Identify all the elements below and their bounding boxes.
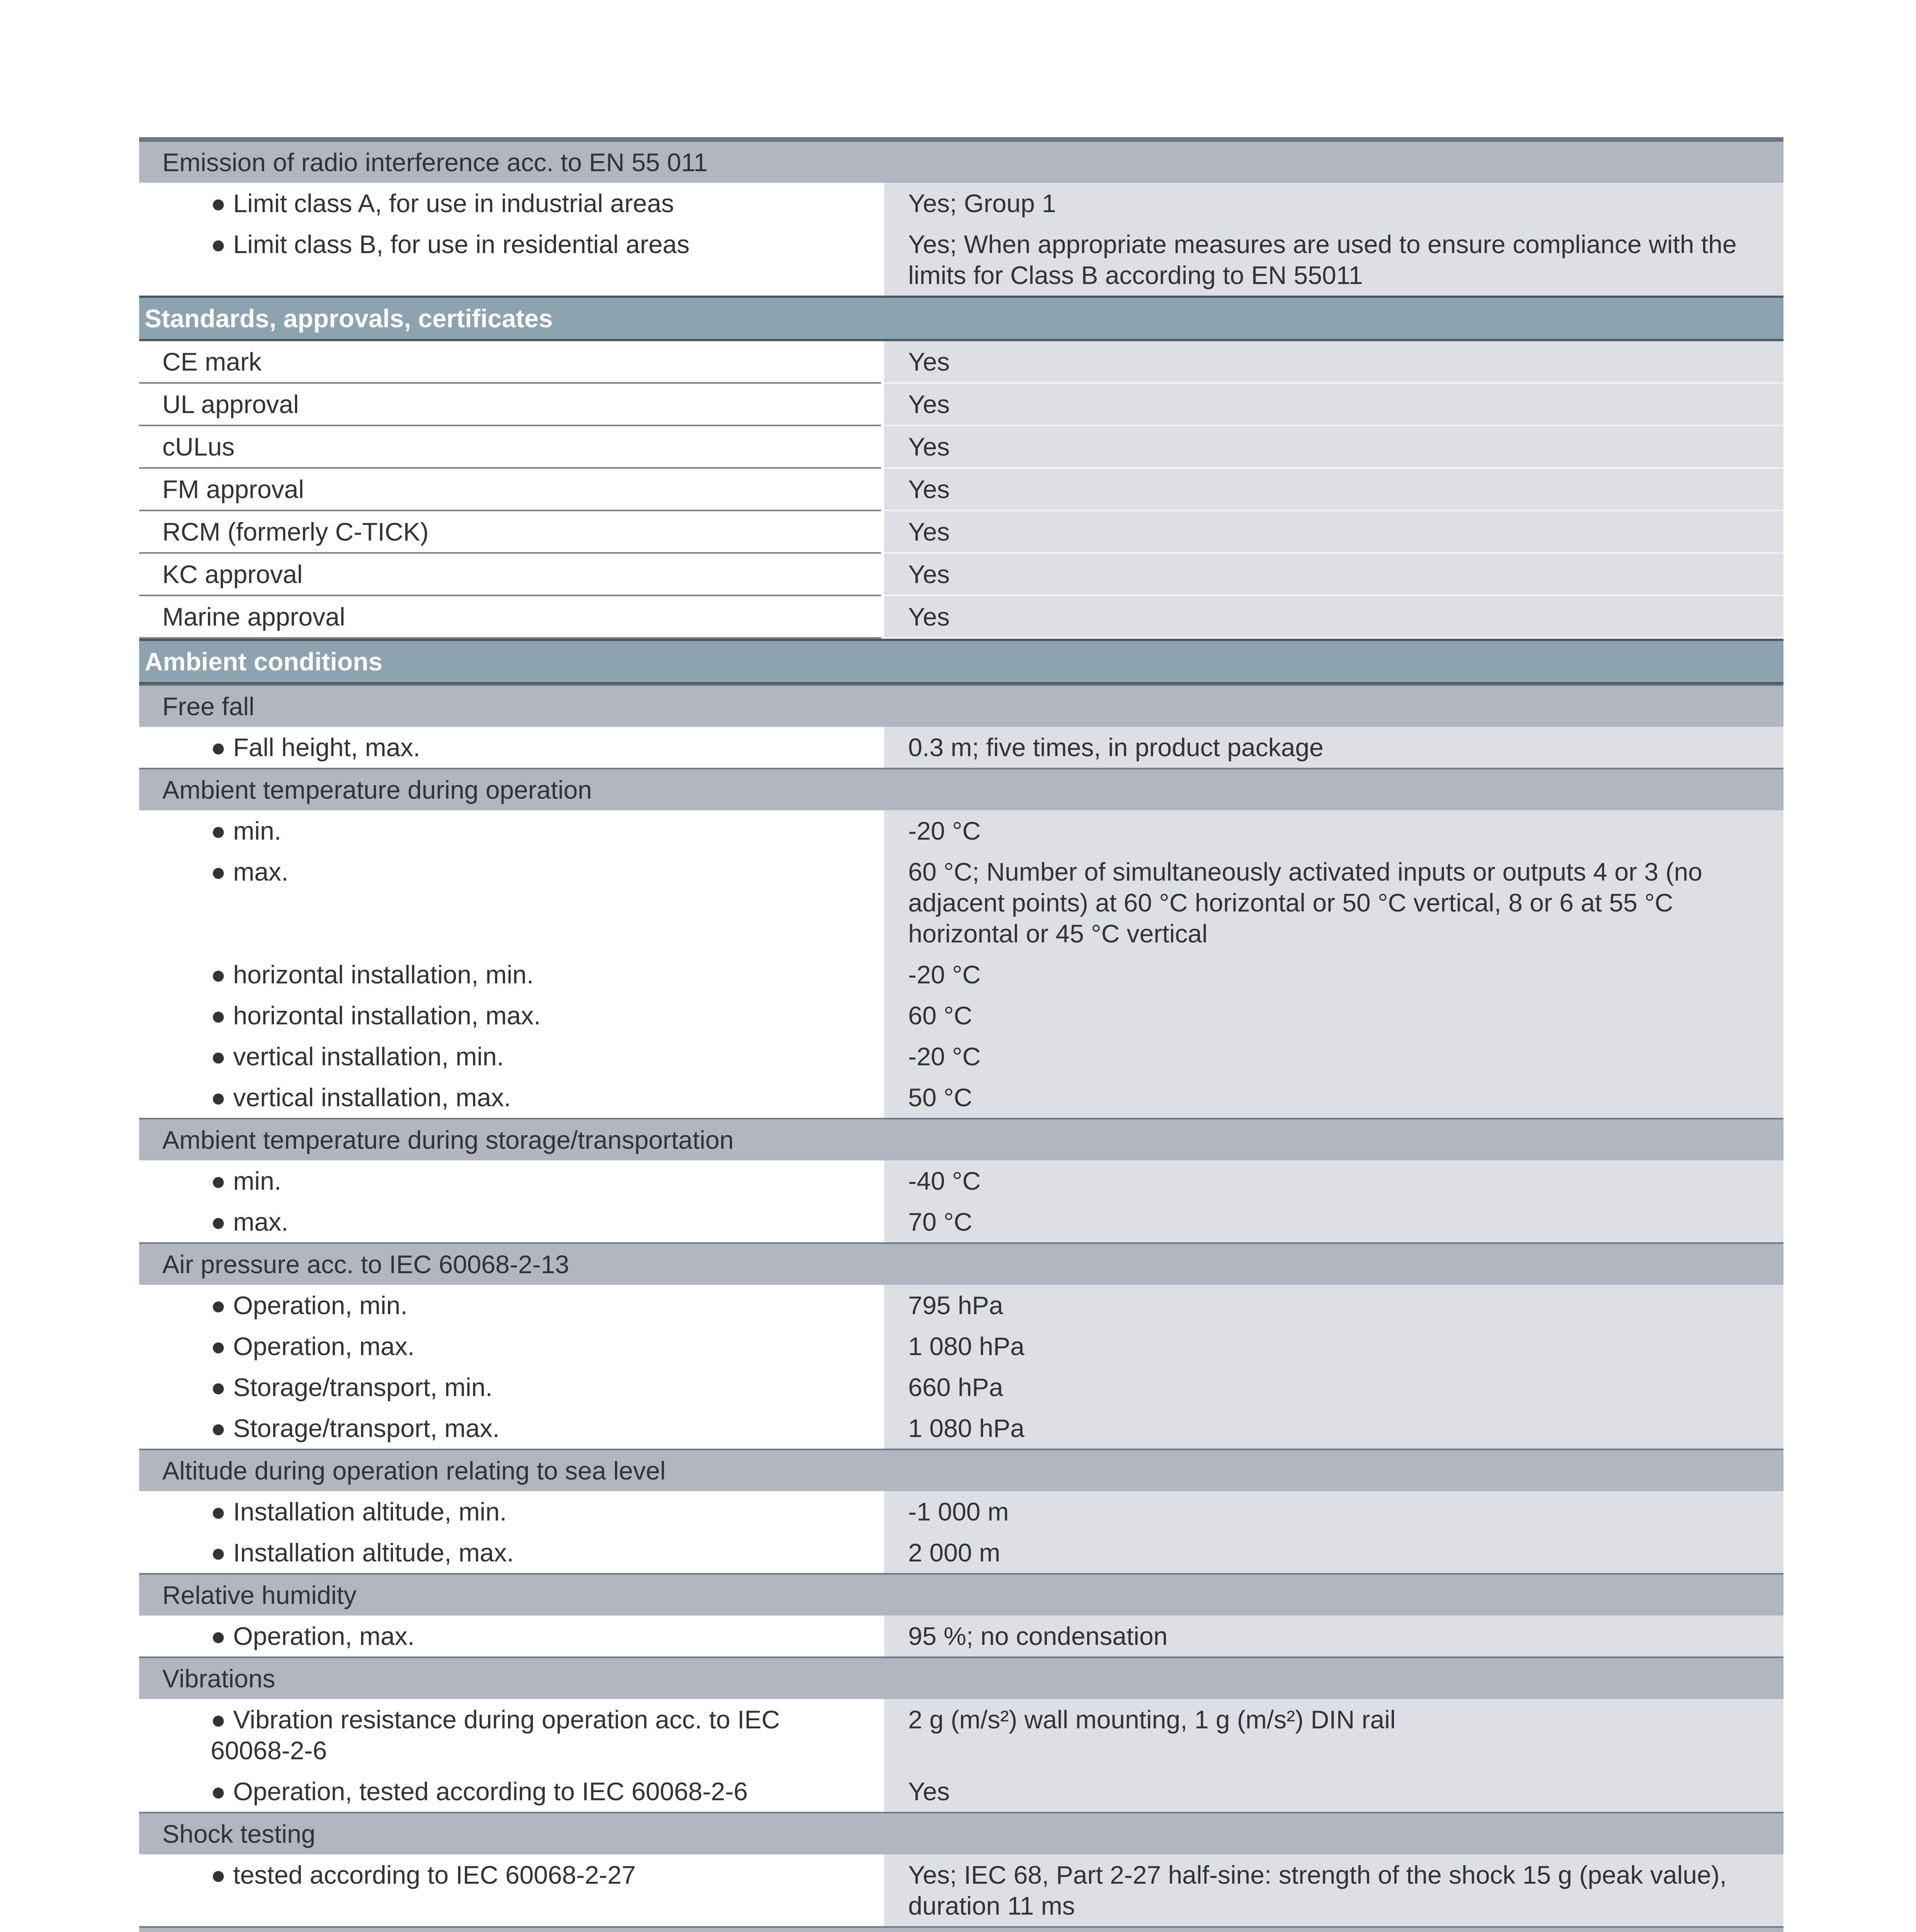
section-header	[139, 296, 1783, 341]
spec-value: -20 °C	[884, 810, 1783, 851]
section-label: Standards, approvals, certificates	[145, 304, 553, 333]
spec-value: Yes	[884, 554, 1783, 596]
spec-label	[139, 554, 881, 596]
group-header	[139, 1812, 1783, 1854]
spec-row	[139, 1699, 1783, 1771]
spec-value: 70 °C	[884, 1201, 1783, 1242]
section-label: Ambient conditions	[145, 647, 383, 676]
spec-label-text: RCM (formerly C-TICK)	[162, 517, 429, 546]
group-label: Emission of radio interference acc. to EN 55 011	[162, 148, 708, 177]
spec-label-text: ● Limit class B, for use in residential areas	[211, 230, 689, 259]
spec-label	[139, 1771, 881, 1812]
spec-row	[139, 1077, 1783, 1118]
spec-value: Yes	[884, 384, 1783, 426]
spec-label-text: FM approval	[162, 475, 304, 503]
spec-label	[139, 1285, 881, 1326]
spec-value: 660 hPa	[884, 1367, 1783, 1408]
spec-label	[139, 183, 881, 224]
spec-label	[139, 1854, 881, 1926]
spec-label-text: ● Limit class A, for use in industrial areas	[211, 189, 674, 218]
spec-value: 0.3 m; five times, in product package	[884, 727, 1783, 768]
spec-label-text: ● Operation, min.	[211, 1291, 407, 1320]
spec-label	[139, 596, 881, 639]
spec-value: Yes	[884, 1771, 1783, 1812]
spec-label	[139, 1326, 881, 1367]
group-header	[139, 1573, 1783, 1616]
spec-row	[139, 810, 1783, 851]
group-label: Ambient temperature during storage/transportation	[162, 1126, 734, 1154]
spec-row	[139, 1532, 1783, 1573]
spec-label	[139, 954, 881, 995]
spec-value: Yes	[884, 596, 1783, 639]
spec-row	[139, 1160, 1783, 1201]
spec-label-text: CE mark	[162, 347, 262, 376]
spec-row	[139, 954, 1783, 995]
spec-label	[139, 810, 881, 851]
spec-row	[139, 341, 1783, 384]
spec-value: 1 080 hPa	[884, 1408, 1783, 1449]
group-label: Ambient temperature during operation	[162, 776, 592, 804]
group-header	[139, 1926, 1783, 1932]
spec-row	[139, 1285, 1783, 1326]
spec-label-text: KC approval	[162, 560, 303, 588]
spec-value: Yes	[884, 341, 1783, 384]
spec-value: Yes; IEC 68, Part 2-27 half-sine: strength of the shock 15 g (peak value), duration 11 ms	[884, 1854, 1783, 1926]
spec-label-text: ● horizontal installation, min.	[211, 960, 534, 989]
spec-value: 50 °C	[884, 1077, 1783, 1118]
spec-value: 795 hPa	[884, 1285, 1783, 1326]
spec-label-text: UL approval	[162, 390, 299, 418]
spec-label	[139, 469, 881, 511]
spec-label	[139, 1408, 881, 1449]
spec-value: 95 %; no condensation	[884, 1616, 1783, 1656]
group-header	[139, 768, 1783, 810]
spec-label	[139, 1616, 881, 1656]
spec-value: -20 °C	[884, 954, 1783, 995]
spec-row	[139, 851, 1783, 954]
spec-value: 2 000 m	[884, 1532, 1783, 1573]
spec-row	[139, 995, 1783, 1036]
spec-row	[139, 1408, 1783, 1449]
group-label: Relative humidity	[162, 1581, 357, 1609]
spec-value: 1 080 hPa	[884, 1326, 1783, 1367]
spec-label-text: ● min.	[211, 816, 281, 845]
spec-value: -20 °C	[884, 1036, 1783, 1077]
spec-label-text: ● vertical installation, min.	[211, 1042, 504, 1071]
group-header	[139, 1242, 1783, 1285]
spec-label-text: ● Operation, max.	[211, 1622, 415, 1650]
spec-label-text: ● tested according to IEC 60068-2-27	[211, 1861, 636, 1889]
spec-row	[139, 1367, 1783, 1408]
spec-label-text: cULus	[162, 432, 235, 461]
spec-label-text: ● Vibration resistance during operation acc. to IEC 60068-2-6	[211, 1705, 780, 1765]
spec-label	[139, 511, 881, 554]
spec-label-text: ● vertical installation, max.	[211, 1083, 511, 1112]
group-header	[139, 140, 1783, 183]
spec-label	[139, 851, 881, 954]
group-label: Free fall	[162, 692, 255, 721]
spec-value: Yes; Group 1	[884, 183, 1783, 224]
spec-label	[139, 1532, 881, 1573]
spec-label	[139, 384, 881, 426]
spec-value: Yes	[884, 511, 1783, 554]
group-label: Shock testing	[162, 1820, 316, 1848]
spec-value: 2 g (m/s²) wall mounting, 1 g (m/s²) DIN rail	[884, 1699, 1783, 1771]
spec-row	[139, 426, 1783, 469]
spec-row	[139, 1616, 1783, 1656]
spec-label	[139, 1699, 881, 1771]
spec-label	[139, 341, 881, 384]
spec-label-text: ● Operation, max.	[211, 1332, 415, 1361]
spec-row	[139, 1771, 1783, 1812]
spec-label	[139, 1077, 881, 1118]
group-label: Vibrations	[162, 1664, 276, 1693]
spec-label-text: ● Storage/transport, min.	[211, 1373, 493, 1401]
spec-value: 60 °C; Number of simultaneously activated inputs or outputs 4 or 3 (no adjacent points) at 60 °C horizontal or 50 °C vertical, 8 or 6 at 55 °C horizontal or 45 °C vertical	[884, 851, 1783, 954]
spec-label	[139, 1491, 881, 1532]
section-header	[139, 639, 1783, 684]
spec-row	[139, 1201, 1783, 1242]
spec-label-text: ● horizontal installation, max.	[211, 1001, 541, 1030]
spec-row	[139, 183, 1783, 224]
spec-label	[139, 1160, 881, 1201]
spec-label-text: ● Operation, tested according to IEC 60068-2-6	[211, 1777, 748, 1806]
spec-row	[139, 596, 1783, 639]
group-header	[139, 1449, 1783, 1491]
spec-row	[139, 1491, 1783, 1532]
spec-value: 60 °C	[884, 995, 1783, 1036]
spec-value: Yes	[884, 426, 1783, 469]
spec-row	[139, 384, 1783, 426]
spec-value: -40 °C	[884, 1160, 1783, 1201]
spec-row	[139, 469, 1783, 511]
spec-row	[139, 554, 1783, 596]
group-header	[139, 1118, 1783, 1160]
spec-row	[139, 727, 1783, 768]
spec-label-text: ● Fall height, max.	[211, 733, 420, 762]
spec-row	[139, 511, 1783, 554]
group-label: Air pressure acc. to IEC 60068-2-13	[162, 1250, 569, 1279]
spec-label-text: ● min.	[211, 1167, 281, 1195]
spec-label	[139, 224, 881, 296]
spec-label	[139, 1201, 881, 1242]
spec-label	[139, 426, 881, 469]
spec-row	[139, 1326, 1783, 1367]
group-header	[139, 684, 1783, 727]
spec-label	[139, 995, 881, 1036]
spec-label-text: Marine approval	[162, 602, 345, 631]
spec-label-text: ● Storage/transport, max.	[211, 1414, 500, 1442]
spec-value: Yes	[884, 469, 1783, 511]
spec-label-text: ● max.	[211, 1208, 288, 1236]
spec-row	[139, 224, 1783, 296]
spec-label	[139, 727, 881, 768]
spec-table	[139, 137, 1783, 1932]
spec-label-text: ● Installation altitude, max.	[211, 1538, 514, 1567]
spec-label-text: ● max.	[211, 857, 288, 886]
spec-row	[139, 1036, 1783, 1077]
spec-label	[139, 1367, 881, 1408]
spec-row	[139, 1854, 1783, 1926]
spec-value: Yes; When appropriate measures are used to ensure compliance with the limits for Class B according to EN 55011	[884, 224, 1783, 296]
spec-value: -1 000 m	[884, 1491, 1783, 1532]
spec-label	[139, 1036, 881, 1077]
spec-label-text: ● Installation altitude, min.	[211, 1497, 507, 1526]
group-header	[139, 1656, 1783, 1699]
group-label: Altitude during operation relating to sea level	[162, 1456, 666, 1485]
